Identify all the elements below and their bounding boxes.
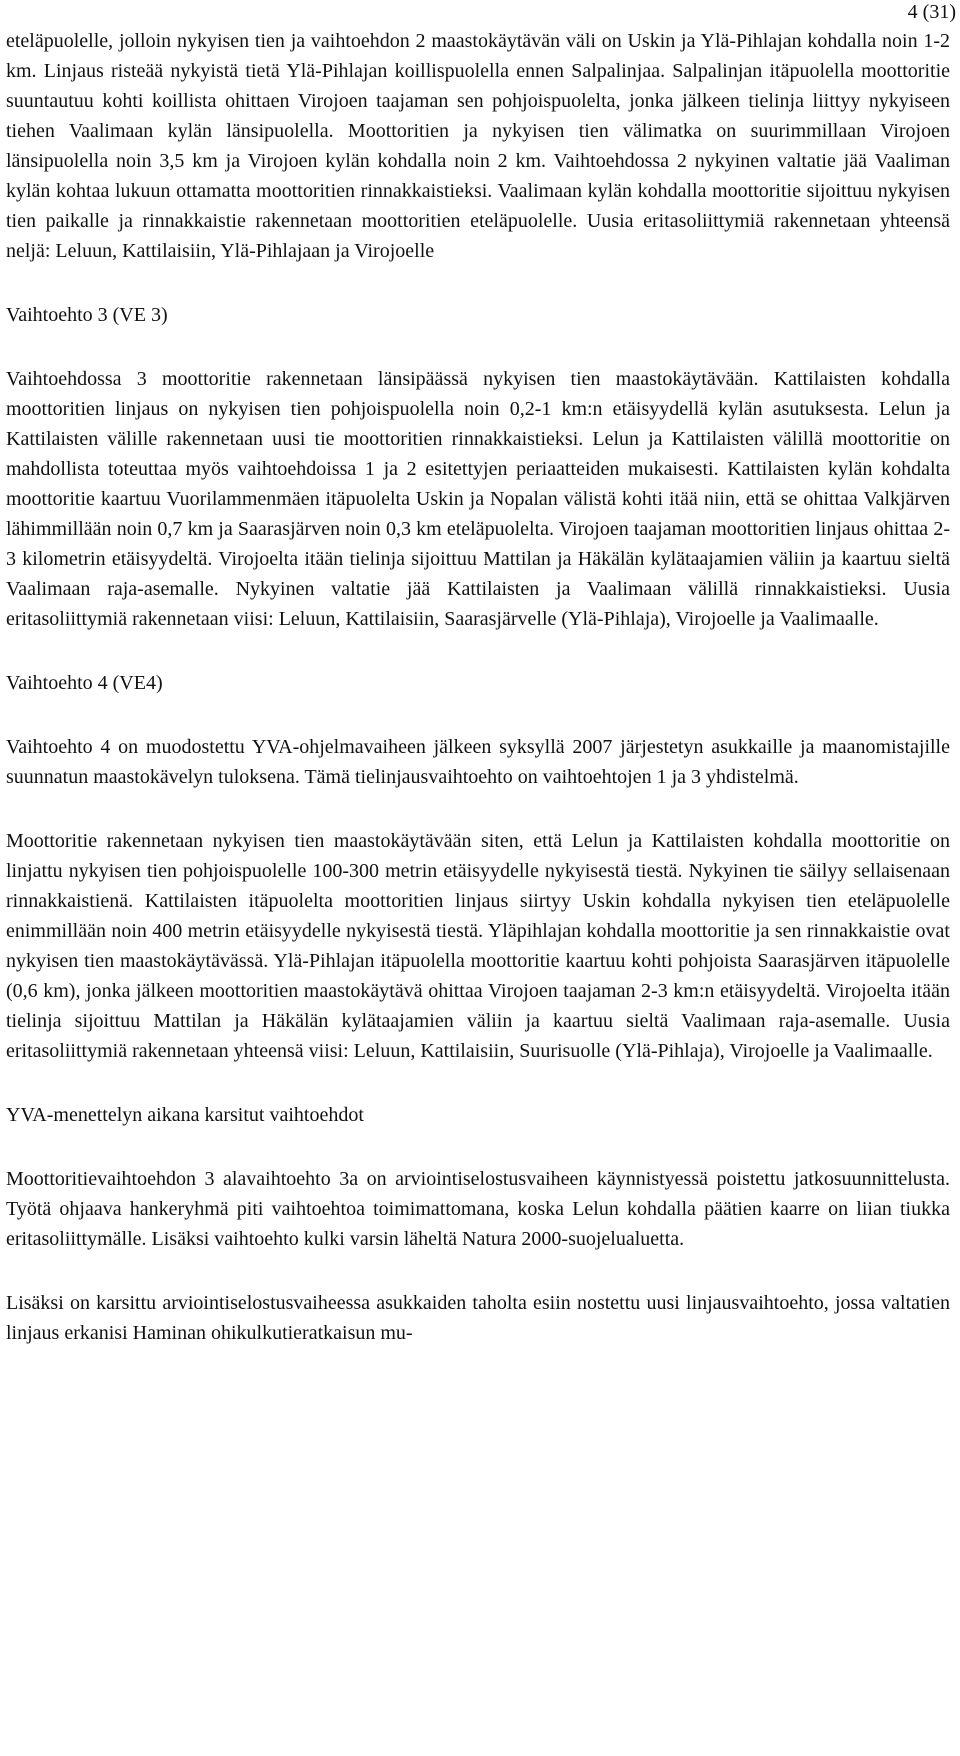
paragraph-ve4-details: Moottoritie rakennetaan nykyisen tien maastokäytävään siten, että Lelun ja Kattilaisten kohdalla moottoritie on linjattu nykyisen tien pohjoispuolelle 100-300 metrin etäisyydelle nykyisestä tiestä. Nykyinen tie säilyy sellaisenaan rinnakkaistienä. Kattilaisten itäpuolelta moottoritien linjaus siirtyy Uskin kohdalla nykyisen tien eteläpuolelle enimmillään noin 400 metrin etäisyydelle nykyisestä tiestä. Yläpihlajan kohdalla moottoritie ja sen rinnakkaistie ovat nykyisen tien maastokäytävässä. Ylä-Pihlajan itäpuolella moottoritie kaartuu kohti pohjoista Saarasjärven itäpuolelle (0,6 km), jonka jälkeen moottoritien maastokäytävä ohittaa Virojoen taajaman 2-3 km:n etäisyydeltä. Virojoelta itään tielinja sijoittuu Mattilan ja Häkälän kylätaajamien väliin ja kaartuu sieltä Vaalimaan raja-asemalle. Uusia eritasoliittymiä rakennetaan yhteensä viisi: Leluun, Kattilaisiin, Suurisuolle (Ylä-Pihlaja), Virojoelle ja Vaalimaalle. — [6, 830, 950, 1062]
section-heading-rejected: YVA-menettelyn aikana karsitut vaihtoehdot — [6, 1104, 364, 1126]
paragraph-rejected-other: Lisäksi on karsittu arviointiselostusvaiheessa asukkaiden taholta esiin nostettu uusi linjausvaihtoehto, jossa valtatien linjaus erkanisi Haminan ohikulkutieratkaisun mu- — [6, 1292, 950, 1344]
document-body — [6, 26, 950, 1348]
section-heading-ve4: Vaihtoehto 4 (VE4) — [6, 672, 163, 694]
paragraph-ve3: Vaihtoehdossa 3 moottoritie rakennetaan länsipäässä nykyisen tien maastokäytävään. Kattilaisten kohdalla moottoritien linjaus on nykyisen tien pohjoispuolella noin 0,2-1 km:n etäisyydellä kylän asutuksesta. Lelun ja Kattilaisten välille rakennetaan uusi tie moottoritien rinnakkaistieksi. Lelun ja Kattilaisten välillä moottoritie on mahdollista toteuttaa myös vaihtoehdoissa 1 ja 2 esitettyjen periaatteiden mukaisesti. Kattilaisten kylän kohdalta moottoritie kaartuu Vuorilammenmäen itäpuolelta Uskin ja Nopalan välistä kohti itää niin, että se ohittaa Valkjärven lähimmillään noin 0,7 km ja Saarasjärven noin 0,3 km eteläpuolelta. Virojoen taajaman moottoritien linjaus ohittaa 2-3 kilometrin etäisyydeltä. Virojoelta itään tielinja sijoittuu Mattilan ja Häkälän kylätaajamien väliin ja kaartuu sieltä Vaalimaan raja-asemalle. Nykyinen valtatie jää Kattilaisten ja Vaalimaan välillä rinnakkaistieksi. Uusia eritasoliittymiä rakennetaan viisi: Leluun, Kattilaisiin, Saarasjärvelle (Ylä-Pihlaja), Virojoelle ja Vaalimaalle. — [6, 368, 950, 630]
paragraph-ve4-intro: Vaihtoehto 4 on muodostettu YVA-ohjelmavaiheen jälkeen syksyllä 2007 järjestetyn asukkaille ja maanomistajille suunnatun maastokävelyn tuloksena. Tämä tielinjausvaihtoehto on vaihtoehtojen 1 ja 3 yhdistelmä. — [6, 736, 950, 788]
page-number: 4 (31) — [907, 1, 956, 23]
section-heading-ve3: Vaihtoehto 3 (VE 3) — [6, 304, 168, 326]
paragraph-ve2-continuation: eteläpuolelle, jolloin nykyisen tien ja vaihtoehdon 2 maastokäytävän väli on Uskin ja Ylä-Pihlajan kohdalla noin 1-2 km. Linjaus risteää nykyistä tietä Ylä-Pihlajan koillispuolella ennen Salpalinjaa. Salpalinjan itäpuolella moottoritie suuntautuu kohti koillista ohittaen Virojoen taajaman sen pohjoispuolelta, jonka jälkeen tielinja liittyy nykyiseen tiehen Vaalimaan kylän länsipuolella. Moottoritien ja nykyisen tien välimatka on suurimmillaan Virojoen länsipuolella noin 3,5 km ja Virojoen kylän kohdalla noin 2 km. Vaihtoehdossa 2 nykyinen valtatie jää Vaaliman kylän kohtaa lukuun ottamatta moottoritien rinnakkaistieksi. Vaalimaan kylän kohdalla moottoritie sijoittuu nykyisen tien paikalle ja rinnakkaistie rakennetaan moottoritien eteläpuolelle. Uusia eritasoliittymiä rakennetaan yhteensä neljä: Leluun, Kattilaisiin, Ylä-Pihlajaan ja Virojoelle — [6, 30, 950, 262]
paragraph-rejected-3a: Moottoritievaihtoehdon 3 alavaihtoehto 3a on arviointiselostusvaiheen käynnistyessä poistettu jatkosuunnittelusta. Työtä ohjaava hankeryhmä piti vaihtoehtoa toimimattomana, koska Lelun kohdalla päätien kaarre on liian tiukka eritasoliittymälle. Lisäksi vaihtoehto kulki varsin läheltä Natura 2000-suojelualuetta. — [6, 1168, 950, 1250]
